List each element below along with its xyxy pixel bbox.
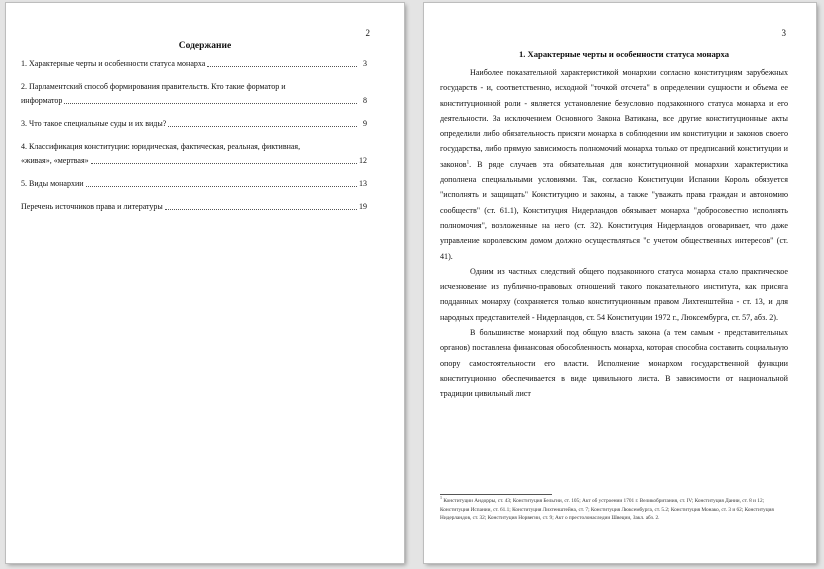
footnote-mark: 1 — [440, 495, 442, 501]
toc-entry-page: 12 — [359, 156, 367, 165]
toc-entry[interactable] — [21, 57, 367, 71]
paragraph-text: . В ряде случаев эта обязательная для конституционной монархии характеристика дополнена специальными условиями. Так, согласно Конституции Испании Король обязуется "исполнять и защищать" Конституцию и законы, а также "уважать права граждан и автономию сообществ" (ст. 61.1), Конституция Нидерландов обязывает монарха "добросовестно исполнять полномочия", возложенные на него (ст. 32). Конституция Нидерландов оговаривает, что даже управление королевским домом должно осуществляться "с учетом общественных интересов" (ст. 41). — [440, 159, 788, 261]
toc-entry-text: 5. Виды монархии — [21, 179, 84, 188]
toc-entry-text: Перечень источников права и литературы — [21, 202, 163, 211]
toc-entry-text: 2. Парламентский способ формирования правительств. Кто такие форматор и — [21, 82, 286, 91]
page-number: 2 — [365, 28, 370, 38]
dot-leader — [207, 65, 357, 67]
dot-leader — [91, 162, 357, 164]
toc-entry-page: 8 — [363, 96, 367, 105]
footnote-ref[interactable]: 1 — [466, 160, 470, 166]
toc-title: Содержание — [178, 41, 232, 51]
chapter-title: 1. Характерные черты и особенности статуса монарха — [518, 49, 730, 59]
footnote — [440, 497, 792, 523]
dot-leader — [64, 102, 357, 104]
toc-entry[interactable] — [21, 117, 367, 131]
toc-entry-page: 9 — [363, 119, 367, 128]
document-page-3 — [424, 3, 816, 563]
toc-entry[interactable] — [21, 177, 367, 191]
dot-leader — [165, 208, 357, 210]
page-number: 3 — [781, 28, 786, 38]
toc-entry[interactable] — [21, 200, 367, 214]
dot-leader — [168, 125, 357, 127]
toc-entry-page: 13 — [359, 179, 367, 188]
table-of-contents — [21, 57, 367, 223]
paragraph — [440, 65, 788, 264]
toc-entry-text: 4. Классификация конституции: юридическая, фактическая, реальная, фиктивная, — [21, 142, 301, 151]
toc-entry-page: 19 — [359, 202, 367, 211]
paragraph-text: Наиболее показательной характеристикой монархии согласно конституциям зарубежных государств - и, соответственно, исходной "точкой отсчета" в определении сущности и объема ее конституционной роли - является установление безусловно подзаконного статуса монарха и его деятельности. За исключением Основного Закона Ватикана, все другие конституционные акты определили либо обязательность присяги монарха в соблюдении им конституции и законов своего государства, либо прямую зависимость полномочий монарха только от предписаний конституции и законов — [440, 68, 788, 169]
toc-entry[interactable] — [21, 80, 367, 108]
paragraph: В большинстве монархий под общую власть закона (а тем самым - представительных органов) поставлена финансовая обособленность монарха, которая способна составить социальную опору самостоятельности его власти. Исполнение монархом государственной функции конституционно обеспечивается в виде цивильного листа. В зависимости от национальной традиции цивильный лист — [440, 328, 788, 399]
toc-entry-continuation: «живая», «мертвая» — [21, 156, 89, 165]
toc-entry[interactable] — [21, 140, 367, 168]
footnote-text: Конституции Андорры, ст. 43; Конституция Бельгии, ст. 105; Акт об устроении 1701 г. Великобритания, ст. IV; Конституция Дании, ст. 8 и 12; Конституция Испании, ст. 61.1; Конституция Лихтенштейна, ст. 7; Конституция Люксембурга, ст. 5.2; Конституция Монако, ст. 3 и 62; Конституция Нидерландов, ст. 32; Конституция Норвегии, ст. 9; Акт о престолонаследии Швеции, Закл. абз. 2. — [440, 498, 774, 522]
dot-leader — [86, 185, 357, 187]
footnote-separator — [440, 494, 552, 495]
paragraph: Одним из частных следствий общего подзаконного статуса монарха стало практическое исчезновение из публично-правовых отношений такого показательного института, как присяга подданных монарху (сохраняется только конституционным правом Лихтенштейна - ст. 13, и для народных представителей - Нидерландов, ст. 54 Конституции 1972 г., Люксембурга, ст. 57, абз. 2). — [440, 266, 788, 322]
body-text — [440, 65, 788, 402]
toc-entry-text: 3. Что такое специальные суды и их виды? — [21, 119, 167, 128]
toc-entry-page: 3 — [363, 59, 367, 68]
document-page-2 — [6, 3, 404, 563]
toc-entry-continuation: информатор — [21, 96, 63, 105]
toc-entry-text: 1. Характерные черты и особенности статуса монарха — [21, 59, 206, 68]
